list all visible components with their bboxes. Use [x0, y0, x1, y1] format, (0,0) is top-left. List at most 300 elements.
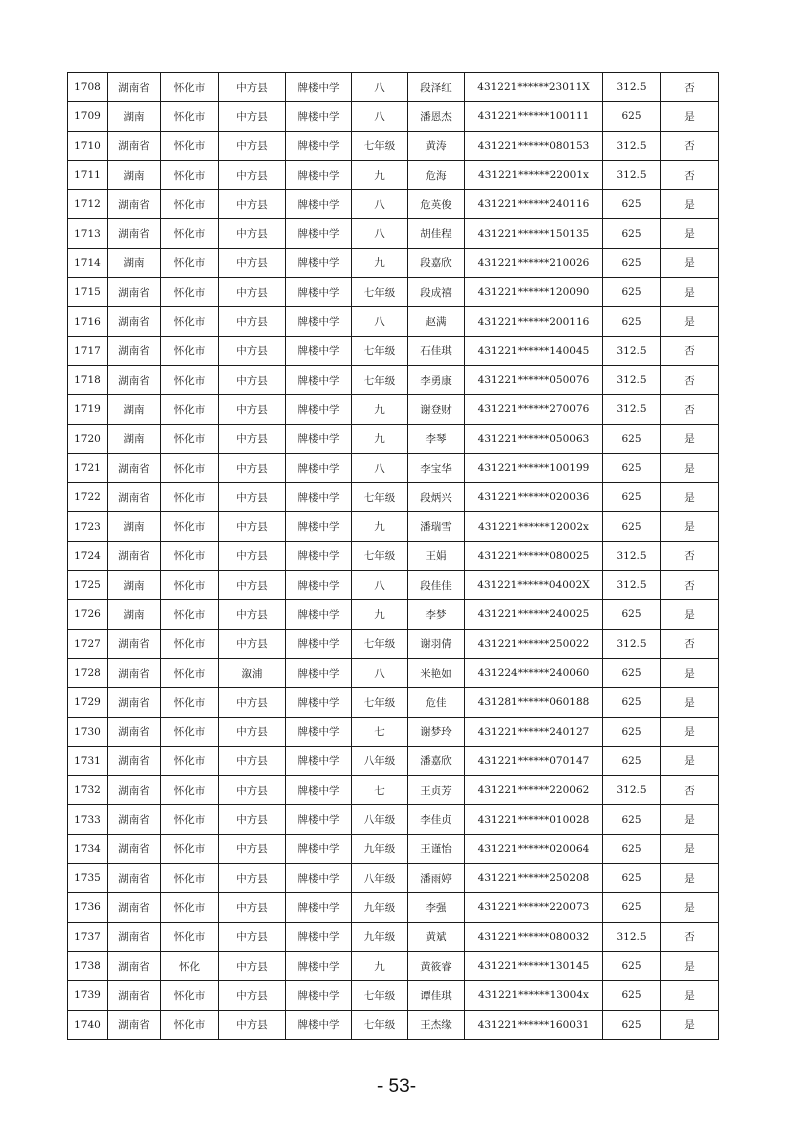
cell-school: 牌楼中学 [286, 512, 352, 541]
cell-province: 湖南省 [108, 776, 161, 805]
cell-school: 牌楼中学 [286, 453, 352, 482]
cell-row-number: 1727 [68, 629, 108, 658]
cell-grade: 九 [352, 248, 408, 277]
cell-id-number: 431221******250208 [465, 864, 603, 893]
cell-flag: 否 [661, 73, 719, 102]
cell-grade: 七年级 [352, 981, 408, 1010]
cell-school: 牌楼中学 [286, 746, 352, 775]
cell-row-number: 1725 [68, 571, 108, 600]
cell-student-name: 谭佳琪 [408, 981, 465, 1010]
cell-id-number: 431221******23011X [465, 73, 603, 102]
cell-grade: 七 [352, 717, 408, 746]
cell-flag: 是 [661, 805, 719, 834]
cell-school: 牌楼中学 [286, 629, 352, 658]
cell-school: 牌楼中学 [286, 864, 352, 893]
cell-flag: 是 [661, 190, 719, 219]
cell-county: 中方县 [219, 717, 286, 746]
cell-student-name: 王杰缘 [408, 1010, 465, 1039]
cell-county: 中方县 [219, 483, 286, 512]
cell-student-name: 米艳如 [408, 658, 465, 687]
cell-county: 中方县 [219, 131, 286, 160]
cell-province: 湖南 [108, 395, 161, 424]
cell-city: 怀化市 [161, 571, 219, 600]
cell-county: 中方县 [219, 453, 286, 482]
cell-school: 牌楼中学 [286, 102, 352, 131]
cell-amount: 625 [603, 864, 661, 893]
cell-flag: 否 [661, 629, 719, 658]
table-row [68, 951, 719, 980]
cell-amount: 312.5 [603, 541, 661, 570]
cell-county: 中方县 [219, 102, 286, 131]
cell-flag: 是 [661, 717, 719, 746]
cell-county: 中方县 [219, 541, 286, 570]
table-row [68, 1010, 719, 1039]
table-row [68, 658, 719, 687]
records-table [67, 72, 719, 1040]
cell-province: 湖南省 [108, 336, 161, 365]
cell-row-number: 1737 [68, 922, 108, 951]
table-row [68, 922, 719, 951]
cell-flag: 是 [661, 834, 719, 863]
cell-city: 怀化市 [161, 717, 219, 746]
table-row [68, 600, 719, 629]
cell-province: 湖南省 [108, 981, 161, 1010]
cell-id-number: 431221******080153 [465, 131, 603, 160]
cell-grade: 八年级 [352, 864, 408, 893]
cell-school: 牌楼中学 [286, 600, 352, 629]
cell-county: 中方县 [219, 336, 286, 365]
cell-student-name: 危佳 [408, 688, 465, 717]
cell-student-name: 段佳佳 [408, 571, 465, 600]
cell-county: 中方县 [219, 424, 286, 453]
table-row [68, 219, 719, 248]
records-table-container [67, 72, 718, 1040]
cell-flag: 是 [661, 219, 719, 248]
cell-county: 中方县 [219, 248, 286, 277]
cell-county: 溆浦 [219, 658, 286, 687]
cell-county: 中方县 [219, 73, 286, 102]
cell-amount: 312.5 [603, 336, 661, 365]
cell-school: 牌楼中学 [286, 688, 352, 717]
cell-student-name: 潘恩杰 [408, 102, 465, 131]
cell-id-number: 431221******150135 [465, 219, 603, 248]
cell-id-number: 431221******020036 [465, 483, 603, 512]
cell-county: 中方县 [219, 951, 286, 980]
cell-county: 中方县 [219, 395, 286, 424]
cell-city: 怀化市 [161, 483, 219, 512]
cell-student-name: 李强 [408, 893, 465, 922]
cell-amount: 625 [603, 278, 661, 307]
cell-grade: 九 [352, 512, 408, 541]
cell-province: 湖南省 [108, 805, 161, 834]
cell-province: 湖南 [108, 571, 161, 600]
table-row [68, 864, 719, 893]
cell-id-number: 431221******12002x [465, 512, 603, 541]
cell-grade: 八 [352, 102, 408, 131]
cell-county: 中方县 [219, 864, 286, 893]
cell-province: 湖南省 [108, 864, 161, 893]
table-row [68, 395, 719, 424]
cell-row-number: 1716 [68, 307, 108, 336]
cell-amount: 625 [603, 190, 661, 219]
cell-row-number: 1736 [68, 893, 108, 922]
cell-row-number: 1714 [68, 248, 108, 277]
cell-county: 中方县 [219, 160, 286, 189]
table-row [68, 102, 719, 131]
cell-id-number: 431221******080032 [465, 922, 603, 951]
cell-city: 怀化市 [161, 336, 219, 365]
cell-county: 中方县 [219, 307, 286, 336]
cell-school: 牌楼中学 [286, 395, 352, 424]
cell-flag: 否 [661, 541, 719, 570]
table-row [68, 541, 719, 570]
cell-city: 怀化市 [161, 73, 219, 102]
cell-student-name: 段炳兴 [408, 483, 465, 512]
table-row [68, 453, 719, 482]
cell-city: 怀化市 [161, 1010, 219, 1039]
cell-row-number: 1713 [68, 219, 108, 248]
page-number: - 53- [376, 1076, 417, 1097]
cell-id-number: 431221******240127 [465, 717, 603, 746]
cell-amount: 625 [603, 453, 661, 482]
cell-school: 牌楼中学 [286, 834, 352, 863]
cell-amount: 625 [603, 688, 661, 717]
cell-province: 湖南省 [108, 307, 161, 336]
cell-row-number: 1722 [68, 483, 108, 512]
cell-row-number: 1729 [68, 688, 108, 717]
cell-flag: 是 [661, 278, 719, 307]
cell-student-name: 危英俊 [408, 190, 465, 219]
table-row [68, 776, 719, 805]
cell-student-name: 王贞芳 [408, 776, 465, 805]
cell-id-number: 431281******060188 [465, 688, 603, 717]
cell-id-number: 431221******130145 [465, 951, 603, 980]
cell-student-name: 李宝华 [408, 453, 465, 482]
cell-school: 牌楼中学 [286, 658, 352, 687]
cell-city: 怀化市 [161, 658, 219, 687]
cell-city: 怀化市 [161, 688, 219, 717]
cell-province: 湖南省 [108, 73, 161, 102]
cell-flag: 是 [661, 453, 719, 482]
cell-student-name: 李勇康 [408, 365, 465, 394]
table-row [68, 131, 719, 160]
cell-city: 怀化市 [161, 307, 219, 336]
cell-city: 怀化市 [161, 160, 219, 189]
cell-flag: 否 [661, 131, 719, 160]
cell-city: 怀化市 [161, 190, 219, 219]
cell-row-number: 1708 [68, 73, 108, 102]
cell-row-number: 1733 [68, 805, 108, 834]
cell-amount: 625 [603, 600, 661, 629]
cell-school: 牌楼中学 [286, 131, 352, 160]
table-row [68, 717, 719, 746]
cell-province: 湖南省 [108, 658, 161, 687]
table-row [68, 805, 719, 834]
cell-amount: 625 [603, 834, 661, 863]
cell-province: 湖南省 [108, 688, 161, 717]
cell-county: 中方县 [219, 893, 286, 922]
cell-province: 湖南省 [108, 717, 161, 746]
cell-amount: 312.5 [603, 571, 661, 600]
cell-amount: 625 [603, 981, 661, 1010]
table-row [68, 512, 719, 541]
cell-amount: 625 [603, 483, 661, 512]
cell-grade: 九年级 [352, 922, 408, 951]
cell-grade: 八 [352, 658, 408, 687]
cell-grade: 七年级 [352, 483, 408, 512]
cell-city: 怀化市 [161, 512, 219, 541]
cell-province: 湖南省 [108, 483, 161, 512]
cell-id-number: 431221******070147 [465, 746, 603, 775]
cell-county: 中方县 [219, 512, 286, 541]
cell-id-number: 431221******270076 [465, 395, 603, 424]
cell-city: 怀化市 [161, 278, 219, 307]
cell-flag: 是 [661, 512, 719, 541]
cell-city: 怀化市 [161, 629, 219, 658]
table-row [68, 307, 719, 336]
cell-flag: 否 [661, 922, 719, 951]
cell-school: 牌楼中学 [286, 922, 352, 951]
cell-city: 怀化市 [161, 893, 219, 922]
cell-grade: 八 [352, 571, 408, 600]
cell-student-name: 潘瑞雪 [408, 512, 465, 541]
table-row [68, 365, 719, 394]
table-row [68, 424, 719, 453]
cell-county: 中方县 [219, 746, 286, 775]
cell-school: 牌楼中学 [286, 805, 352, 834]
cell-id-number: 431221******220062 [465, 776, 603, 805]
cell-row-number: 1732 [68, 776, 108, 805]
cell-province: 湖南 [108, 512, 161, 541]
cell-province: 湖南省 [108, 453, 161, 482]
cell-row-number: 1709 [68, 102, 108, 131]
cell-id-number: 431221******100111 [465, 102, 603, 131]
cell-school: 牌楼中学 [286, 717, 352, 746]
cell-flag: 否 [661, 571, 719, 600]
cell-grade: 八 [352, 190, 408, 219]
cell-amount: 312.5 [603, 776, 661, 805]
cell-flag: 是 [661, 864, 719, 893]
cell-id-number: 431221******140045 [465, 336, 603, 365]
cell-grade: 七 [352, 776, 408, 805]
cell-flag: 是 [661, 1010, 719, 1039]
cell-grade: 七年级 [352, 131, 408, 160]
cell-id-number: 431221******22001x [465, 160, 603, 189]
cell-flag: 否 [661, 776, 719, 805]
cell-id-number: 431221******13004x [465, 981, 603, 1010]
cell-amount: 625 [603, 746, 661, 775]
cell-city: 怀化市 [161, 541, 219, 570]
cell-province: 湖南省 [108, 922, 161, 951]
cell-flag: 是 [661, 102, 719, 131]
cell-school: 牌楼中学 [286, 483, 352, 512]
cell-grade: 九年级 [352, 893, 408, 922]
cell-student-name: 潘嘉欣 [408, 746, 465, 775]
cell-city: 怀化市 [161, 776, 219, 805]
cell-amount: 625 [603, 219, 661, 248]
cell-province: 湖南 [108, 102, 161, 131]
cell-amount: 625 [603, 424, 661, 453]
cell-province: 湖南 [108, 160, 161, 189]
cell-province: 湖南 [108, 248, 161, 277]
cell-student-name: 李佳贞 [408, 805, 465, 834]
cell-amount: 625 [603, 307, 661, 336]
cell-county: 中方县 [219, 776, 286, 805]
cell-row-number: 1735 [68, 864, 108, 893]
table-row [68, 160, 719, 189]
table-row [68, 190, 719, 219]
cell-city: 怀化市 [161, 219, 219, 248]
table-row [68, 893, 719, 922]
cell-province: 湖南省 [108, 629, 161, 658]
cell-row-number: 1723 [68, 512, 108, 541]
cell-student-name: 潘雨婷 [408, 864, 465, 893]
cell-flag: 是 [661, 307, 719, 336]
cell-city: 怀化市 [161, 981, 219, 1010]
cell-city: 怀化市 [161, 834, 219, 863]
cell-id-number: 431221******020064 [465, 834, 603, 863]
cell-school: 牌楼中学 [286, 365, 352, 394]
cell-student-name: 段嘉欣 [408, 248, 465, 277]
cell-city: 怀化市 [161, 805, 219, 834]
cell-student-name: 李琴 [408, 424, 465, 453]
cell-grade: 九 [352, 424, 408, 453]
cell-county: 中方县 [219, 365, 286, 394]
cell-student-name: 黄涛 [408, 131, 465, 160]
cell-id-number: 431221******04002X [465, 571, 603, 600]
table-row [68, 73, 719, 102]
cell-amount: 312.5 [603, 629, 661, 658]
cell-student-name: 谢梦玲 [408, 717, 465, 746]
cell-province: 湖南省 [108, 834, 161, 863]
cell-flag: 是 [661, 893, 719, 922]
table-row [68, 278, 719, 307]
cell-school: 牌楼中学 [286, 73, 352, 102]
cell-province: 湖南 [108, 600, 161, 629]
cell-student-name: 谢登财 [408, 395, 465, 424]
cell-province: 湖南省 [108, 951, 161, 980]
cell-city: 怀化市 [161, 248, 219, 277]
cell-grade: 八年级 [352, 805, 408, 834]
cell-amount: 625 [603, 658, 661, 687]
cell-id-number: 431221******250022 [465, 629, 603, 658]
table-row [68, 746, 719, 775]
cell-grade: 七年级 [352, 629, 408, 658]
cell-amount: 625 [603, 1010, 661, 1039]
cell-school: 牌楼中学 [286, 541, 352, 570]
cell-grade: 七年级 [352, 365, 408, 394]
cell-student-name: 石佳琪 [408, 336, 465, 365]
cell-student-name: 黄斌 [408, 922, 465, 951]
cell-grade: 七年级 [352, 1010, 408, 1039]
cell-amount: 625 [603, 512, 661, 541]
cell-row-number: 1740 [68, 1010, 108, 1039]
cell-province: 湖南省 [108, 278, 161, 307]
cell-student-name: 谢羽倩 [408, 629, 465, 658]
cell-amount: 625 [603, 717, 661, 746]
cell-city: 怀化市 [161, 365, 219, 394]
cell-flag: 是 [661, 746, 719, 775]
cell-amount: 625 [603, 951, 661, 980]
cell-id-number: 431221******240025 [465, 600, 603, 629]
cell-flag: 否 [661, 160, 719, 189]
cell-county: 中方县 [219, 190, 286, 219]
cell-city: 怀化市 [161, 424, 219, 453]
table-row [68, 336, 719, 365]
table-row [68, 248, 719, 277]
table-row [68, 688, 719, 717]
cell-amount: 625 [603, 805, 661, 834]
cell-amount: 312.5 [603, 73, 661, 102]
cell-province: 湖南省 [108, 746, 161, 775]
table-row [68, 981, 719, 1010]
cell-id-number: 431221******010028 [465, 805, 603, 834]
cell-row-number: 1734 [68, 834, 108, 863]
cell-row-number: 1710 [68, 131, 108, 160]
cell-province: 湖南省 [108, 190, 161, 219]
cell-amount: 312.5 [603, 131, 661, 160]
cell-student-name: 赵满 [408, 307, 465, 336]
cell-row-number: 1731 [68, 746, 108, 775]
cell-amount: 312.5 [603, 395, 661, 424]
cell-student-name: 黄筱睿 [408, 951, 465, 980]
cell-county: 中方县 [219, 600, 286, 629]
cell-id-number: 431221******240116 [465, 190, 603, 219]
cell-province: 湖南省 [108, 219, 161, 248]
cell-row-number: 1721 [68, 453, 108, 482]
cell-county: 中方县 [219, 278, 286, 307]
cell-school: 牌楼中学 [286, 248, 352, 277]
cell-school: 牌楼中学 [286, 893, 352, 922]
cell-flag: 是 [661, 600, 719, 629]
cell-row-number: 1720 [68, 424, 108, 453]
cell-row-number: 1719 [68, 395, 108, 424]
cell-id-number: 431221******050076 [465, 365, 603, 394]
cell-school: 牌楼中学 [286, 160, 352, 189]
table-row [68, 483, 719, 512]
cell-grade: 九年级 [352, 834, 408, 863]
cell-id-number: 431221******050063 [465, 424, 603, 453]
cell-id-number: 431224******240060 [465, 658, 603, 687]
cell-row-number: 1724 [68, 541, 108, 570]
cell-province: 湖南省 [108, 365, 161, 394]
cell-amount: 312.5 [603, 922, 661, 951]
table-body [68, 73, 719, 1040]
cell-city: 怀化市 [161, 395, 219, 424]
cell-grade: 八 [352, 73, 408, 102]
cell-id-number: 431221******160031 [465, 1010, 603, 1039]
cell-amount: 625 [603, 102, 661, 131]
cell-county: 中方县 [219, 981, 286, 1010]
cell-flag: 否 [661, 395, 719, 424]
cell-school: 牌楼中学 [286, 424, 352, 453]
cell-city: 怀化市 [161, 102, 219, 131]
cell-flag: 是 [661, 951, 719, 980]
cell-grade: 九 [352, 600, 408, 629]
cell-row-number: 1712 [68, 190, 108, 219]
cell-grade: 八 [352, 307, 408, 336]
cell-row-number: 1739 [68, 981, 108, 1010]
cell-province: 湖南省 [108, 541, 161, 570]
cell-city: 怀化 [161, 951, 219, 980]
cell-school: 牌楼中学 [286, 951, 352, 980]
cell-row-number: 1711 [68, 160, 108, 189]
cell-id-number: 431221******120090 [465, 278, 603, 307]
cell-flag: 是 [661, 688, 719, 717]
cell-id-number: 431221******220073 [465, 893, 603, 922]
cell-amount: 625 [603, 893, 661, 922]
cell-student-name: 胡佳程 [408, 219, 465, 248]
